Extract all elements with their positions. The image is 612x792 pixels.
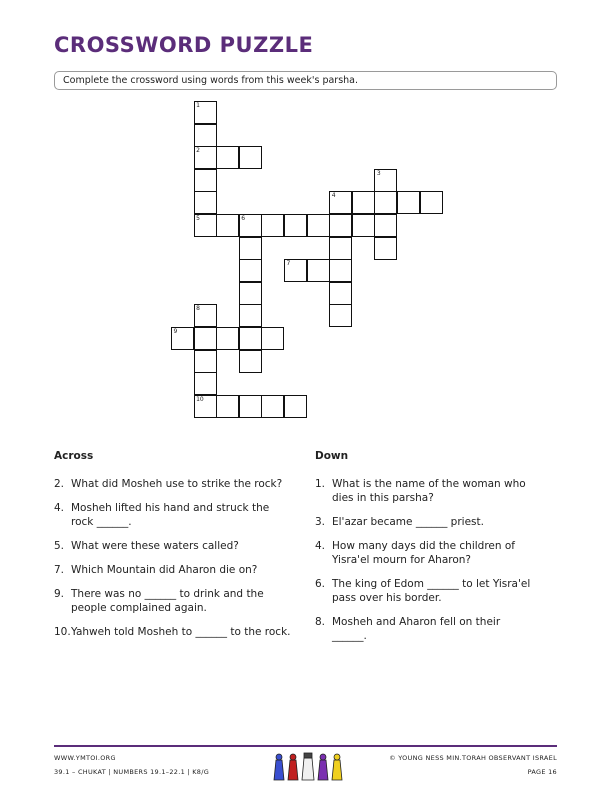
- clue-text: The king of Edom ______ to let Yisra'el pass over his border.: [332, 578, 531, 604]
- clue-num: 7.: [54, 564, 65, 576]
- grid-cell[interactable]: [284, 259, 307, 282]
- grid-cell[interactable]: [239, 214, 262, 237]
- grid-cell[interactable]: [352, 214, 375, 237]
- grid-cell[interactable]: [194, 191, 217, 214]
- across-clue: [54, 477, 294, 491]
- grid-cell[interactable]: [329, 282, 352, 305]
- grid-cell[interactable]: [194, 350, 217, 373]
- down-clue: [315, 515, 537, 529]
- grid-cell[interactable]: [307, 259, 330, 282]
- instructions-box: Complete the crossword using words from this week's parsha.: [54, 71, 557, 90]
- grid-cell[interactable]: [329, 237, 352, 260]
- down-clue: [315, 577, 537, 605]
- footer-divider: [54, 745, 557, 747]
- across-clue: [54, 587, 294, 615]
- clue-text: There was no ______ to drink and the people complained again.: [71, 588, 264, 614]
- grid-cell[interactable]: [194, 124, 217, 147]
- across-clues: [54, 450, 294, 649]
- figures-logo-icon: [270, 752, 350, 782]
- down-clue: [315, 477, 537, 505]
- clue-number: 3: [376, 169, 381, 177]
- grid-cell[interactable]: [329, 259, 352, 282]
- clue-num: 4.: [54, 502, 65, 514]
- grid-cell[interactable]: [374, 214, 397, 237]
- footer-website[interactable]: WWW.YMTOI.ORG: [54, 754, 116, 762]
- down-heading: Down: [315, 450, 349, 462]
- grid-cell[interactable]: [194, 101, 217, 124]
- grid-cell[interactable]: [329, 191, 352, 214]
- grid-cell[interactable]: [374, 191, 397, 214]
- grid-cell[interactable]: [284, 214, 307, 237]
- grid-cell[interactable]: [239, 282, 262, 305]
- footer-page-number: PAGE 16: [527, 768, 557, 776]
- grid-cell[interactable]: [216, 327, 239, 350]
- clue-text: What is the name of the woman who dies in this parsha?: [332, 478, 526, 504]
- across-clue: [54, 501, 294, 529]
- clue-num: 4.: [315, 540, 326, 552]
- grid-cell[interactable]: [216, 395, 239, 418]
- across-clue: [54, 563, 294, 577]
- down-clue: [315, 615, 537, 643]
- clue-num: 1.: [315, 478, 326, 490]
- grid-cell[interactable]: [261, 327, 284, 350]
- footer-lesson: 39.1 – CHUKAT | NUMBERS 19.1–22.1 | K8/G: [54, 768, 210, 776]
- grid-cell[interactable]: [307, 214, 330, 237]
- clue-number: 1: [196, 102, 200, 109]
- clue-number: 9: [173, 328, 178, 335]
- grid-cell[interactable]: [239, 395, 262, 418]
- grid-cell[interactable]: [194, 169, 217, 192]
- clue-number: 10: [196, 395, 204, 403]
- clue-num: 6.: [315, 578, 326, 590]
- clue-text: El'azar became ______ priest.: [332, 516, 484, 528]
- grid-cell[interactable]: [171, 327, 194, 350]
- clue-num: 8.: [315, 616, 326, 628]
- grid-cell[interactable]: [329, 214, 352, 237]
- grid-cell[interactable]: [261, 214, 284, 237]
- clue-num: 2.: [54, 478, 65, 490]
- across-clue: [54, 539, 294, 553]
- grid-cell[interactable]: [194, 372, 217, 395]
- clue-num: 9.: [54, 588, 65, 600]
- clue-number: 7: [286, 260, 291, 268]
- down-clue: [315, 539, 537, 567]
- clue-number: 8: [196, 305, 200, 313]
- grid-cell[interactable]: [352, 191, 375, 214]
- grid-cell[interactable]: [239, 146, 262, 169]
- clue-text: Which Mountain did Aharon die on?: [71, 564, 258, 576]
- clue-text: Yahweh told Mosheh to ______ to the rock.: [71, 626, 291, 638]
- grid-cell[interactable]: [420, 191, 443, 214]
- footer-copyright: © YOUNG NESS MIN.TORAH OBSERVANT ISRAEL: [389, 754, 557, 762]
- grid-cell[interactable]: [239, 259, 262, 282]
- clue-number: 4: [331, 192, 336, 200]
- clue-num: 5.: [54, 540, 65, 552]
- clue-text: Mosheh lifted his hand and struck the rock ______.: [71, 502, 270, 528]
- across-heading: Across: [54, 450, 94, 462]
- clue-number: 6: [241, 215, 246, 222]
- grid-cell[interactable]: [261, 395, 284, 418]
- grid-cell[interactable]: [329, 304, 352, 327]
- grid-cell[interactable]: [216, 146, 239, 169]
- grid-cell[interactable]: [239, 237, 262, 260]
- across-clue: [54, 625, 294, 639]
- grid-cell[interactable]: [284, 395, 307, 418]
- grid-cell[interactable]: [374, 169, 397, 192]
- clue-number: 5: [196, 215, 200, 222]
- clue-text: What were these waters called?: [71, 540, 239, 552]
- grid-cell[interactable]: [194, 214, 217, 237]
- page-title: CROSSWORD PUZZLE: [54, 33, 314, 57]
- grid-cell[interactable]: [194, 304, 217, 327]
- clue-num: 10.: [54, 626, 71, 638]
- grid-cell[interactable]: [194, 146, 217, 169]
- clue-text: How many days did the children of Yisra'el mourn for Aharon?: [332, 540, 515, 566]
- clue-num: 3.: [315, 516, 326, 528]
- grid-cell[interactable]: [239, 350, 262, 373]
- clue-text: What did Mosheh use to strike the rock?: [71, 478, 283, 490]
- grid-cell[interactable]: [239, 327, 262, 350]
- grid-cell[interactable]: [194, 395, 217, 418]
- grid-cell[interactable]: [216, 214, 239, 237]
- down-clues: [315, 450, 537, 653]
- grid-cell[interactable]: [397, 191, 420, 214]
- clue-number: 2: [196, 147, 200, 155]
- grid-cell[interactable]: [374, 237, 397, 260]
- grid-cell[interactable]: [194, 327, 217, 350]
- clue-text: Mosheh and Aharon fell on their ______.: [332, 616, 501, 642]
- grid-cell[interactable]: [239, 304, 262, 327]
